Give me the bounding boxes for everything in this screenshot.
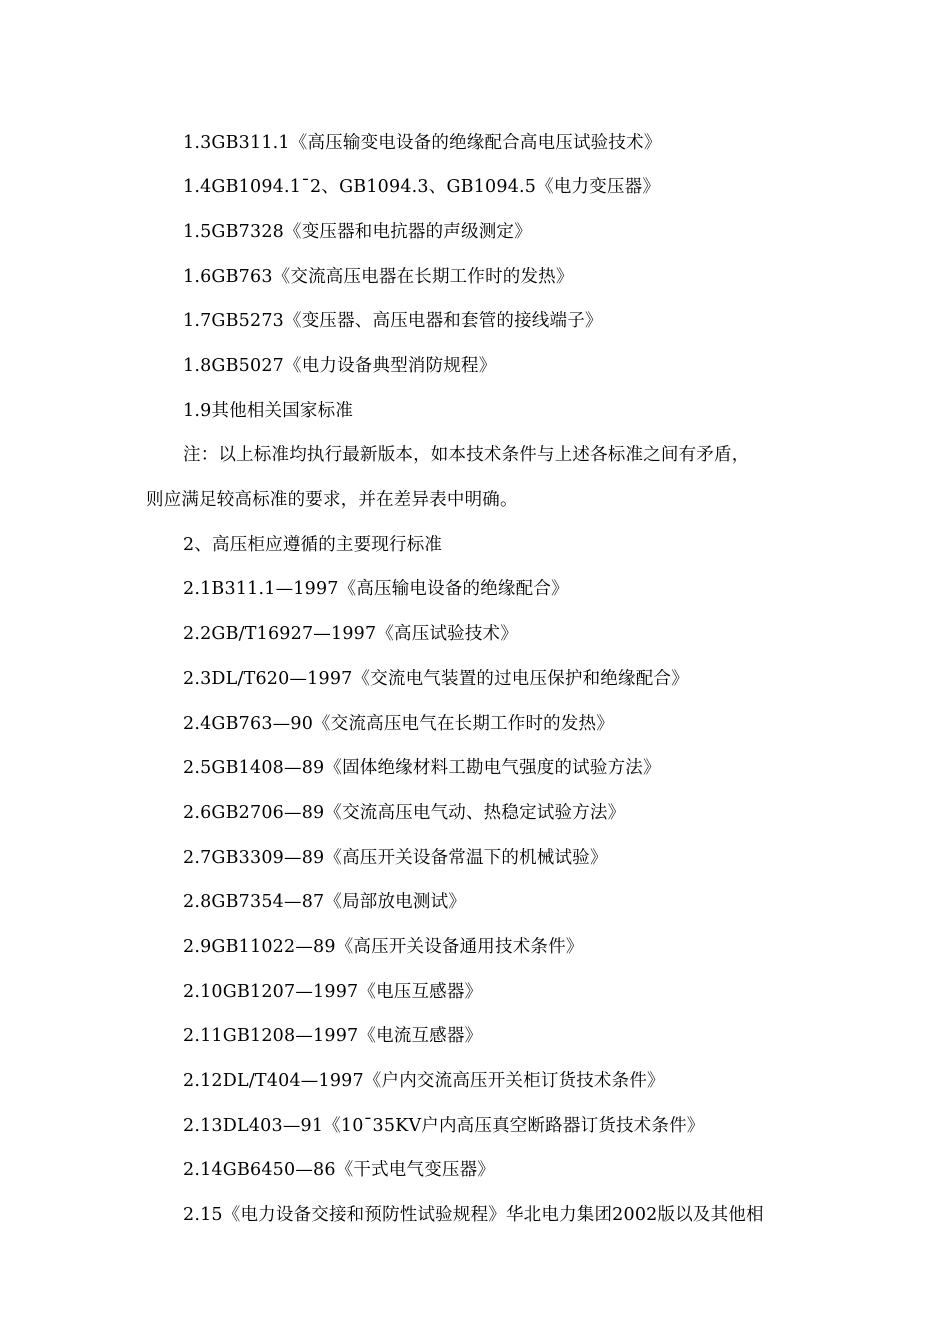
standard-item-2-11: 2.11GB1208—1997《电流互感器》 <box>183 1026 483 1046</box>
note-paragraph-line-1: 注：以上标准均执行最新版本，如本技术条件与上述各标准之间有矛盾， <box>183 445 750 465</box>
standard-item-2-4: 2.4GB763—90《交流高压电气在长期工作时的发热》 <box>183 714 614 734</box>
standard-item-2-14: 2.14GB6450—86《干式电气变压器》 <box>183 1160 496 1180</box>
standard-item-2-8: 2.8GB7354—87《局部放电测试》 <box>183 892 466 912</box>
standard-item-2-9: 2.9GB11022—89《高压开关设备通用技术条件》 <box>183 937 584 957</box>
standard-item-2-5: 2.5GB1408—89《固体绝缘材料工勘电气强度的试验方法》 <box>183 758 661 778</box>
standard-item-2-1: 2.1B311.1—1997《高压输电设备的绝缘配合》 <box>183 579 569 599</box>
standard-item-1-3: 1.3GB311.1《高压输变电设备的绝缘配合高电压试验技术》 <box>183 133 662 153</box>
standard-item-1-6: 1.6GB763《交流高压电器在长期工作时的发热》 <box>183 267 574 287</box>
standard-item-2-6: 2.6GB2706—89《交流高压电气动、热稳定试验方法》 <box>183 803 626 823</box>
standard-item-2-15: 2.15《电力设备交接和预防性试验规程》华北电力集团2002版以及其他相 <box>183 1205 764 1225</box>
standard-item-1-7: 1.7GB5273《变压器、高压电器和套管的接线端子》 <box>183 311 603 331</box>
section-heading-2: 2、高压柜应遵循的主要现行标准 <box>183 535 443 555</box>
standard-item-2-3: 2.3DL/T620—1997《交流电气装置的过电压保护和绝缘配合》 <box>183 669 689 689</box>
standard-item-2-2: 2.2GB/T16927—1997《高压试验技术》 <box>183 624 518 644</box>
standard-item-2-13: 2.13DL403—91《10¯35KV户内高压真空断路器订货技术条件》 <box>183 1116 705 1136</box>
note-paragraph-line-2: 则应满足较高标准的要求，并在差异表中明确。 <box>146 490 518 510</box>
standard-item-1-8: 1.8GB5027《电力设备典型消防规程》 <box>183 356 497 376</box>
standard-item-1-9: 1.9其他相关国家标准 <box>183 401 354 421</box>
standard-item-1-4: 1.4GB1094.1¯2、GB1094.3、GB1094.5《电力变压器》 <box>183 177 661 197</box>
standard-item-1-5: 1.5GB7328《变压器和电抗器的声级测定》 <box>183 222 532 242</box>
standard-item-2-10: 2.10GB1207—1997《电压互感器》 <box>183 982 483 1002</box>
standard-item-2-7: 2.7GB3309—89《高压开关设备常温下的机械试验》 <box>183 848 608 868</box>
standard-item-2-12: 2.12DL/T404—1997《户内交流高压开关柜订货技术条件》 <box>183 1071 665 1091</box>
